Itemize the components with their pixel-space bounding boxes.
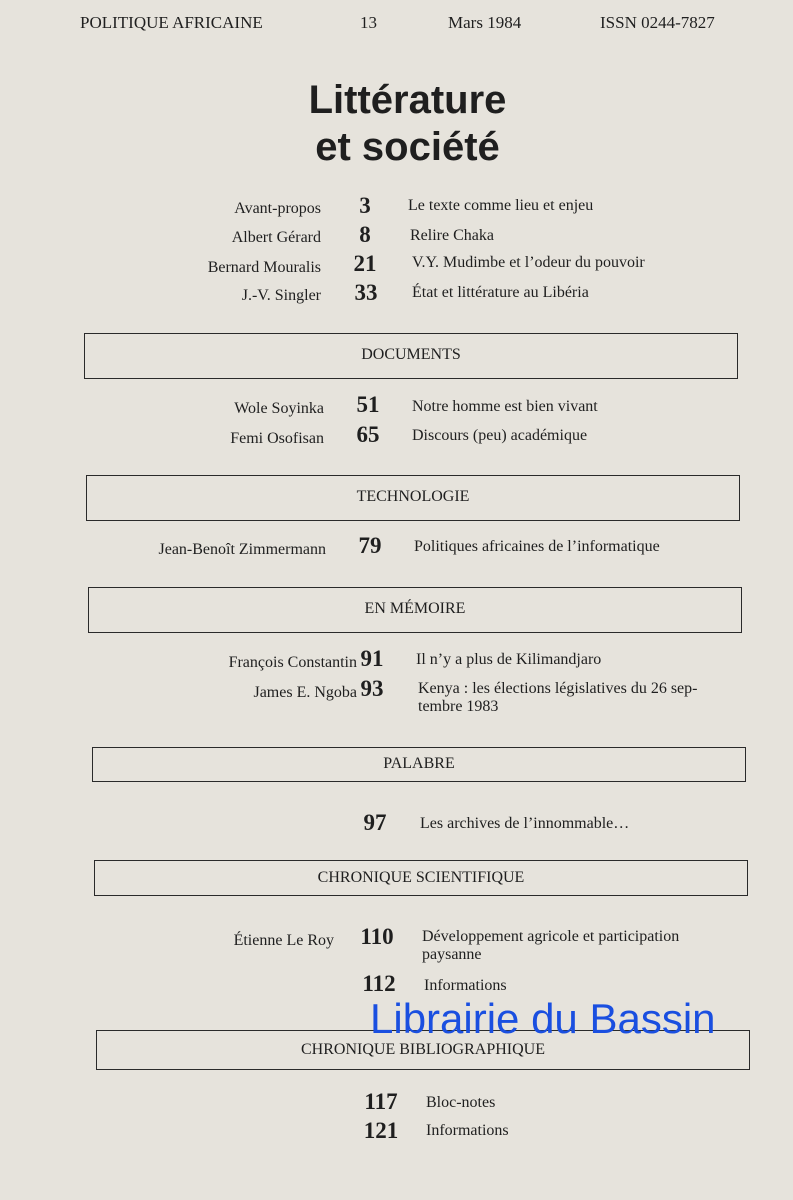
entry-author: Wole Soyinka xyxy=(234,400,324,417)
watermark: Librairie du Bassin xyxy=(370,995,716,1042)
section-label: DOCUMENTS xyxy=(361,346,461,363)
entry-page: 21 xyxy=(353,251,377,276)
entry-title: État et littérature au Libéria xyxy=(412,284,589,301)
entry-page: 3 xyxy=(359,193,371,218)
section-label: PALABRE xyxy=(383,755,455,772)
entry-title: V.Y. Mudimbe et l’odeur du pouvoir xyxy=(412,254,645,271)
section-label: EN MÉMOIRE xyxy=(364,600,466,617)
section-label: TECHNOLOGIE xyxy=(356,488,470,505)
page-title-line1: Littérature xyxy=(308,78,507,122)
journal-name: POLITIQUE AFRICAINE xyxy=(80,13,263,32)
entry-title: tembre 1983 xyxy=(418,698,499,715)
section-label: CHRONIQUE SCIENTIFIQUE xyxy=(317,869,525,886)
issue-number: 13 xyxy=(360,13,377,32)
entry-title: Notre homme est bien vivant xyxy=(412,398,598,415)
entry-title: Il n’y a plus de Kilimandjaro xyxy=(416,651,602,668)
entry-author: James E. Ngoba xyxy=(253,684,357,701)
entry-page: 65 xyxy=(356,422,380,447)
entry-page: 97 xyxy=(363,810,387,835)
entry-page: 8 xyxy=(359,222,371,247)
entry-page: 121 xyxy=(363,1118,399,1143)
entry-author: François Constantin xyxy=(228,654,357,671)
entry-page: 91 xyxy=(360,646,384,671)
entry-title: Discours (peu) académique xyxy=(412,427,588,444)
entry-author: Avant-propos xyxy=(234,200,321,217)
entry-title: Relire Chaka xyxy=(410,227,494,244)
entry-author: Jean-Benoît Zimmermann xyxy=(158,541,326,558)
entry-author: Étienne Le Roy xyxy=(233,932,334,949)
entry-title: Informations xyxy=(424,977,507,994)
entry-title: Kenya : les élections législatives du 26 sep- xyxy=(418,680,698,697)
page-title-line2: et société xyxy=(315,125,500,169)
entry-page: 110 xyxy=(360,924,394,949)
entry-author: Femi Osofisan xyxy=(230,430,324,447)
entry-author: J.-V. Singler xyxy=(241,287,321,304)
entry-page: 79 xyxy=(358,533,382,558)
entry-title: Les archives de l’innommable… xyxy=(420,815,630,832)
entry-title: Bloc-notes xyxy=(426,1094,496,1111)
entry-page: 93 xyxy=(360,676,384,701)
entry-author: Bernard Mouralis xyxy=(207,259,321,276)
section-label: CHRONIQUE BIBLIOGRAPHIQUE xyxy=(301,1041,545,1058)
entry-page: 33 xyxy=(354,280,378,305)
issue-date: Mars 1984 xyxy=(448,13,522,32)
entry-title: Le texte comme lieu et enjeu xyxy=(408,197,594,214)
entry-title: paysanne xyxy=(422,946,482,963)
entry-author: Albert Gérard xyxy=(231,229,321,246)
entry-title: Informations xyxy=(426,1122,509,1139)
entry-page: 51 xyxy=(356,392,380,417)
entry-title: Politiques africaines de l’informatique xyxy=(414,538,660,555)
entry-page: 117 xyxy=(364,1089,398,1114)
entry-page: 112 xyxy=(362,971,396,996)
issn: ISSN 0244-7827 xyxy=(600,13,715,32)
entry-title: Développement agricole et participation xyxy=(422,928,680,945)
